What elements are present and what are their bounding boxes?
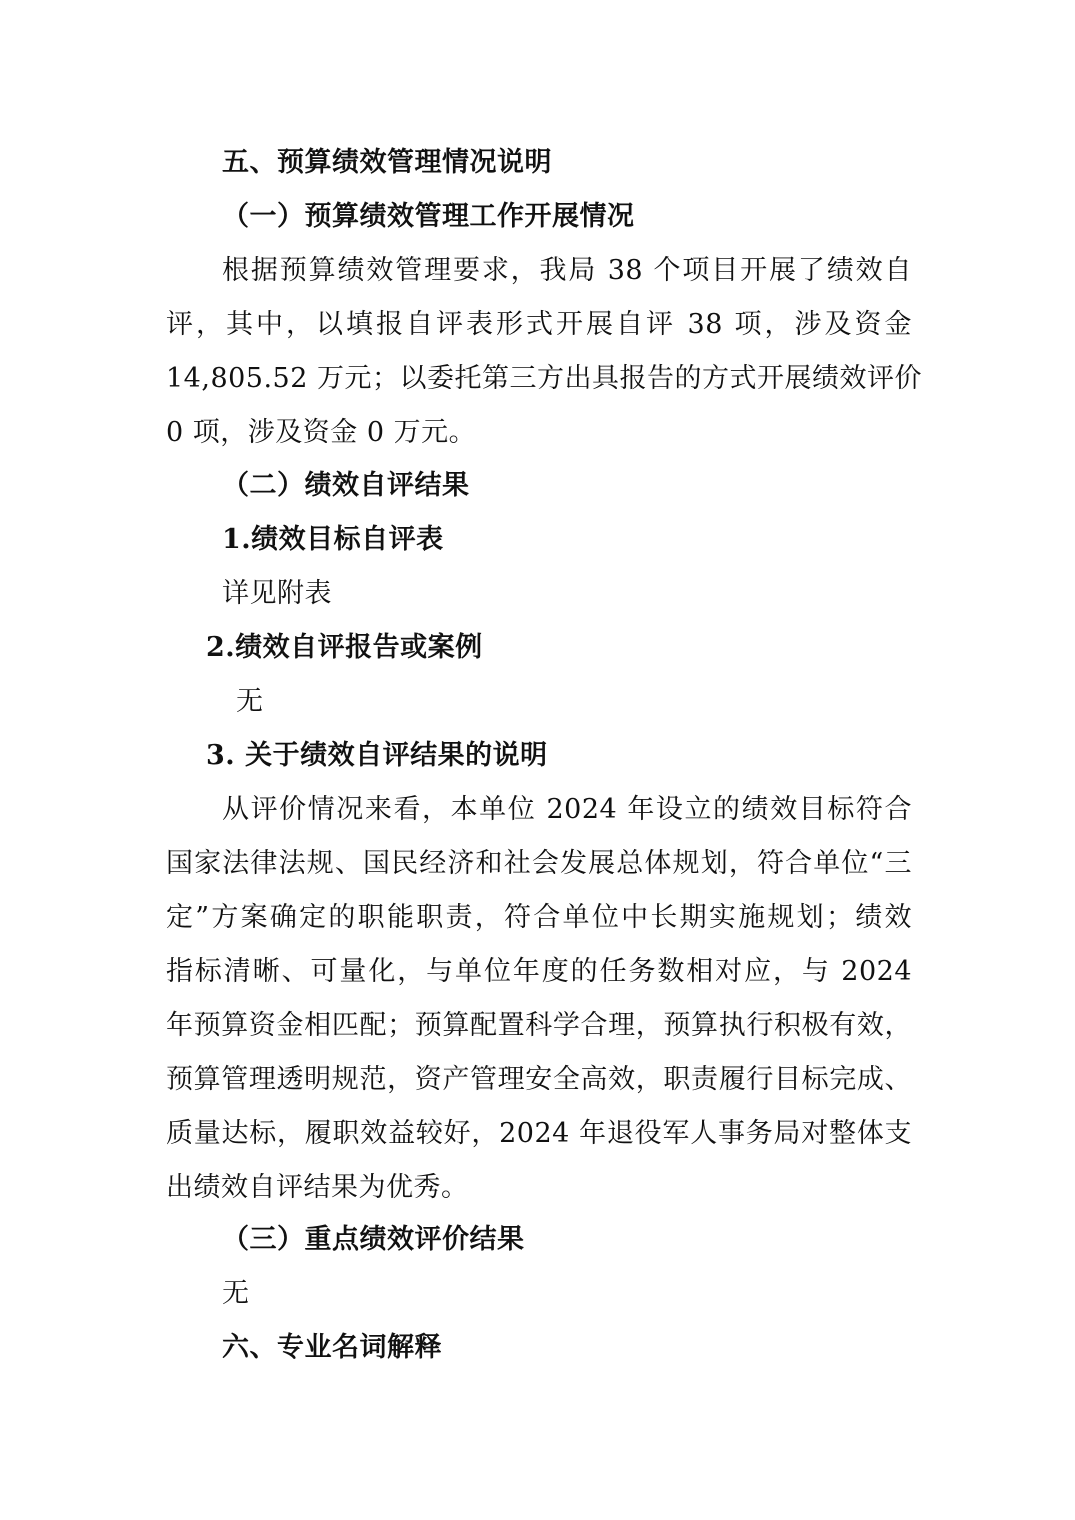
paragraph-line: 年预算资金相匹配；预算配置科学合理，预算执行积极有效， xyxy=(166,1010,912,1041)
paragraph-line: 指标清晰、可量化，与单位年度的任务数相对应，与 2024 xyxy=(166,956,912,987)
section-6-heading: 六、专业名词解释 xyxy=(222,1332,442,1363)
paragraph-line: 评，其中，以填报自评表形式开展自评 38 项，涉及资金 xyxy=(166,309,912,340)
subsection-1-heading: （一）预算绩效管理工作开展情况 xyxy=(222,201,635,232)
paragraph-line: 从评价情况来看，本单位 2024 年设立的绩效目标符合 xyxy=(222,794,912,825)
item-1-text: 详见附表 xyxy=(222,578,332,609)
paragraph-line: 出绩效自评结果为优秀。 xyxy=(166,1172,469,1203)
item-2-heading: 2.绩效自评报告或案例 xyxy=(206,632,483,663)
paragraph-line: 定”方案确定的职能职责，符合单位中长期实施规划；绩效 xyxy=(166,902,912,933)
paragraph-line: 质量达标，履职效益较好，2024 年退役军人事务局对整体支 xyxy=(166,1118,912,1149)
paragraph-line: 根据预算绩效管理要求，我局 38 个项目开展了绩效自 xyxy=(222,255,912,286)
paragraph-line: 0 项，涉及资金 0 万元。 xyxy=(166,417,477,448)
paragraph-line: 14,805.52 万元；以委托第三方出具报告的方式开展绩效评价 xyxy=(166,363,922,394)
item-3-heading: 3. 关于绩效自评结果的说明 xyxy=(206,740,548,771)
subsection-2-heading: （二）绩效自评结果 xyxy=(222,470,470,501)
paragraph-line: 国家法律法规、国民经济和社会发展总体规划，符合单位“三 xyxy=(166,848,912,879)
section-5-heading: 五、预算绩效管理情况说明 xyxy=(222,147,552,178)
item-1-heading: 1.绩效目标自评表 xyxy=(222,524,444,555)
subsection-3-heading: （三）重点绩效评价结果 xyxy=(222,1224,525,1255)
item-2-text: 无 xyxy=(236,686,264,717)
subsection-3-text: 无 xyxy=(222,1278,250,1309)
paragraph-line: 预算管理透明规范，资产管理安全高效，职责履行目标完成、 xyxy=(166,1064,912,1095)
